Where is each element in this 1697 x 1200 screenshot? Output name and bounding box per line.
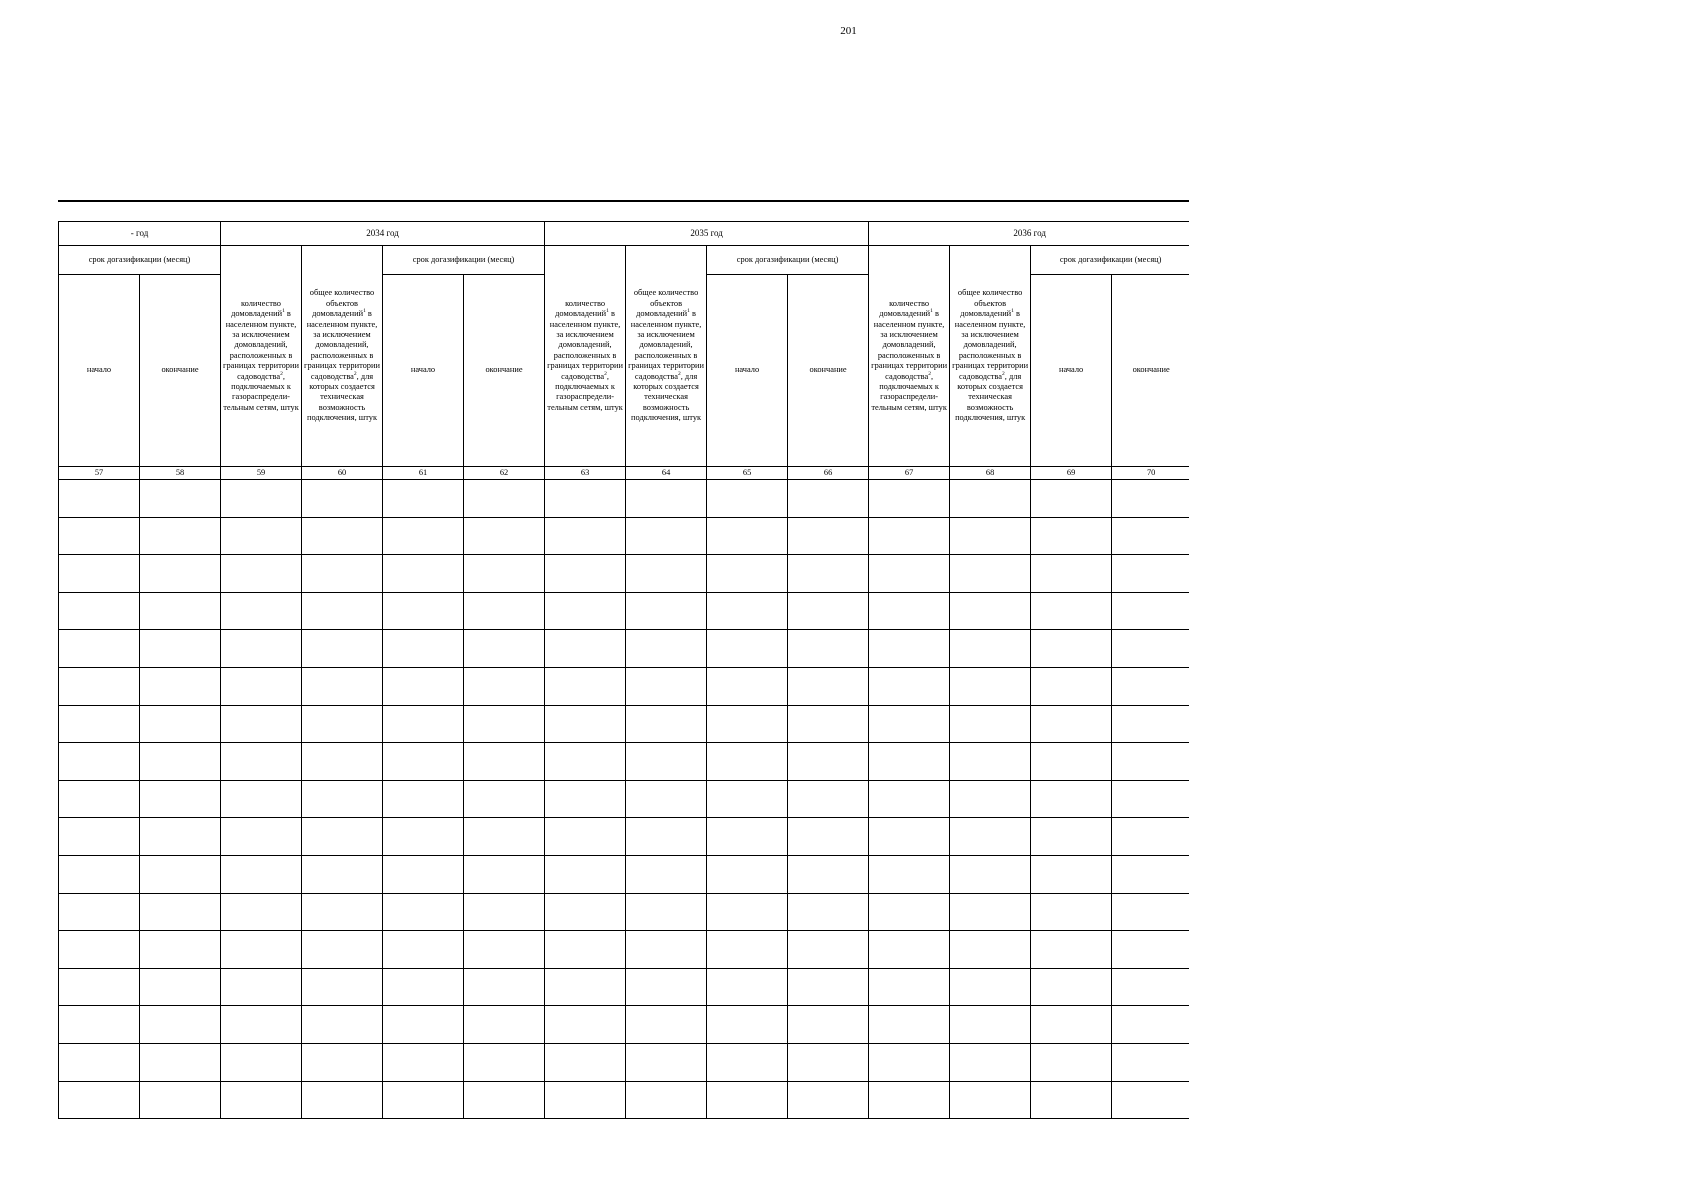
table-cell (140, 743, 221, 781)
table-cell (950, 517, 1031, 555)
table-cell (626, 818, 707, 856)
table-cell (140, 968, 221, 1006)
table-cell (464, 592, 545, 630)
table-cell (626, 968, 707, 1006)
table-cell (1031, 592, 1112, 630)
table-cell (950, 480, 1031, 518)
start-header: начало (59, 275, 140, 467)
table-cell (221, 1043, 302, 1081)
table-cell (464, 931, 545, 969)
table-cell (788, 1043, 869, 1081)
table-cell (869, 855, 950, 893)
table-cell (464, 780, 545, 818)
year-header-2035: 2035 год (545, 222, 869, 246)
table-cell (788, 555, 869, 593)
table-cell (140, 667, 221, 705)
table-cell (707, 667, 788, 705)
table-cell (545, 592, 626, 630)
column-number: 61 (383, 467, 464, 480)
table-cell (221, 780, 302, 818)
table-cell (59, 931, 140, 969)
table-cell (869, 743, 950, 781)
table-cell (788, 705, 869, 743)
table-cell (869, 1081, 950, 1119)
table-cell (383, 1043, 464, 1081)
table-cell (788, 931, 869, 969)
table-cell (302, 592, 383, 630)
table-cell (383, 517, 464, 555)
table-cell (59, 855, 140, 893)
table-cell (59, 743, 140, 781)
table-cell (626, 780, 707, 818)
table-cell (707, 517, 788, 555)
table-cell (950, 818, 1031, 856)
table-cell (1112, 480, 1189, 518)
table-row (59, 667, 1190, 705)
subheader-row (59, 246, 1190, 275)
column-number: 64 (626, 467, 707, 480)
start-header: начало (383, 275, 464, 467)
year-header-2033-continued: - год (59, 222, 221, 246)
column-number: 70 (1112, 467, 1189, 480)
table-cell (707, 818, 788, 856)
table-cell (1031, 931, 1112, 969)
table-cell (383, 555, 464, 593)
column-number: 69 (1031, 467, 1112, 480)
table-cell (545, 855, 626, 893)
table-cell (869, 1043, 950, 1081)
table-cell (545, 480, 626, 518)
table-cell (545, 1006, 626, 1044)
table-cell (869, 592, 950, 630)
table-cell (221, 630, 302, 668)
table-cell (545, 630, 626, 668)
table-cell (1112, 1006, 1189, 1044)
table-cell (788, 517, 869, 555)
table-cell (950, 555, 1031, 593)
table-cell (59, 893, 140, 931)
table-row (59, 1081, 1190, 1119)
table-cell (383, 931, 464, 969)
table-cell (707, 780, 788, 818)
column-number: 65 (707, 467, 788, 480)
column-number: 60 (302, 467, 383, 480)
table-cell (1031, 818, 1112, 856)
table-cell (950, 893, 1031, 931)
table-cell (383, 968, 464, 1006)
table-row (59, 630, 1190, 668)
column-number: 59 (221, 467, 302, 480)
table-cell (302, 968, 383, 1006)
table-cell (545, 1081, 626, 1119)
table-cell (707, 592, 788, 630)
table-row (59, 855, 1190, 893)
table-cell (1112, 931, 1189, 969)
table-cell (869, 480, 950, 518)
households-count-header: количество домовладений$^1$ в населенном пункте, за исключением домовладений, расположенных в границах территории садоводства$^2$, подключаемых к газораспредели-тельным сетям, штук (221, 246, 302, 467)
table-cell (464, 855, 545, 893)
table-cell (464, 818, 545, 856)
table-cell (302, 517, 383, 555)
table-cell (707, 555, 788, 593)
table-cell (140, 893, 221, 931)
table-cell (140, 592, 221, 630)
table-cell (1031, 1081, 1112, 1119)
term-header: срок догазификации (месяц) (707, 246, 869, 275)
table-cell (383, 630, 464, 668)
table-cell (545, 667, 626, 705)
table-cell (1031, 705, 1112, 743)
table-cell (302, 705, 383, 743)
table-cell (1031, 893, 1112, 931)
table-cell (464, 480, 545, 518)
objects-count-header: общее количество объектов домовладений$^1$ в населенном пункте, за исключением домовладений, расположенных в границах территории садоводства$^2$, для которых создается техническая возможность подключения, штук (302, 246, 383, 467)
table-cell (950, 667, 1031, 705)
table-row (59, 743, 1190, 781)
table-cell (869, 517, 950, 555)
table-cell (221, 1081, 302, 1119)
table-cell (59, 1081, 140, 1119)
term-header: срок догазификации (месяц) (383, 246, 545, 275)
column-number: 66 (788, 467, 869, 480)
table-row (59, 1006, 1190, 1044)
table-cell (545, 931, 626, 969)
column-number: 67 (869, 467, 950, 480)
table-row (59, 968, 1190, 1006)
table-cell (788, 818, 869, 856)
table-cell (302, 818, 383, 856)
table-cell (950, 743, 1031, 781)
table-cell (221, 480, 302, 518)
table-cell (302, 1081, 383, 1119)
table-cell (1031, 667, 1112, 705)
table-cell (788, 480, 869, 518)
table-cell (383, 480, 464, 518)
table-cell (626, 705, 707, 743)
table-cell (1031, 517, 1112, 555)
table-cell (140, 630, 221, 668)
year-header-2036: 2036 год (869, 222, 1189, 246)
year-header-row (59, 222, 1190, 246)
end-header: окончание (464, 275, 545, 467)
table-row (59, 818, 1190, 856)
table-cell (869, 555, 950, 593)
year-header-2034: 2034 год (221, 222, 545, 246)
page-number: 201 (840, 25, 857, 37)
table-cell (383, 667, 464, 705)
table-cell (383, 1006, 464, 1044)
table-cell (221, 893, 302, 931)
table-cell (221, 931, 302, 969)
table-cell (59, 480, 140, 518)
table-cell (140, 1081, 221, 1119)
table-cell (1112, 1081, 1189, 1119)
table-cell (707, 855, 788, 893)
table-cell (950, 630, 1031, 668)
table-cell (1031, 743, 1112, 781)
table-cell (626, 743, 707, 781)
table-cell (383, 592, 464, 630)
table-cell (464, 968, 545, 1006)
end-header: окончание (1112, 275, 1189, 467)
table-cell (1112, 855, 1189, 893)
table-cell (707, 705, 788, 743)
table-cell (626, 630, 707, 668)
table-cell (626, 555, 707, 593)
households-count-header: количество домовладений$^1$ в населенном пункте, за исключением домовладений, расположенных в границах территории садоводства$^2$, подключаемых к газораспредели-тельным сетям, штук (869, 246, 950, 467)
table-cell (950, 592, 1031, 630)
table-cell (950, 1043, 1031, 1081)
table-row (59, 780, 1190, 818)
table-cell (1031, 1006, 1112, 1044)
table-wrapper (58, 221, 1189, 1119)
table-cell (140, 1006, 221, 1044)
table-cell (707, 630, 788, 668)
table-row (59, 705, 1190, 743)
table-cell (302, 630, 383, 668)
table-cell (464, 1081, 545, 1119)
table-cell (140, 855, 221, 893)
table-cell (545, 818, 626, 856)
table-cell (140, 780, 221, 818)
column-number: 63 (545, 467, 626, 480)
column-number-row (59, 467, 1190, 480)
households-count-header: количество домовладений$^1$ в населенном пункте, за исключением домовладений, расположенных в границах территории садоводства$^2$, подключаемых к газораспредели-тельным сетям, штук (545, 246, 626, 467)
table-cell (464, 517, 545, 555)
table-cell (545, 555, 626, 593)
table-cell (707, 968, 788, 1006)
table-cell (626, 480, 707, 518)
table-cell (302, 667, 383, 705)
table-cell (302, 743, 383, 781)
table-cell (140, 555, 221, 593)
table-cell (140, 705, 221, 743)
table-cell (788, 893, 869, 931)
table-cell (59, 780, 140, 818)
table-cell (545, 1043, 626, 1081)
table-cell (59, 1006, 140, 1044)
table-cell (302, 1006, 383, 1044)
table-cell (707, 931, 788, 969)
table-cell (464, 893, 545, 931)
column-number: 68 (950, 467, 1031, 480)
table-row (59, 592, 1190, 630)
table-cell (788, 968, 869, 1006)
table-cell (626, 517, 707, 555)
table-cell (950, 780, 1031, 818)
table-cell (1112, 555, 1189, 593)
table-cell (221, 743, 302, 781)
table-cell (788, 1081, 869, 1119)
table-cell (302, 855, 383, 893)
table-cell (59, 555, 140, 593)
table-cell (464, 667, 545, 705)
table-cell (707, 743, 788, 781)
column-number: 62 (464, 467, 545, 480)
table-cell (950, 1006, 1031, 1044)
table-cell (1112, 893, 1189, 931)
table-cell (788, 743, 869, 781)
table-cell (1112, 592, 1189, 630)
table-cell (59, 517, 140, 555)
term-header: срок догазификации (месяц) (1031, 246, 1189, 275)
table-cell (626, 1081, 707, 1119)
table-cell (59, 667, 140, 705)
table-cell (626, 592, 707, 630)
table-cell (464, 1043, 545, 1081)
table-cell (140, 818, 221, 856)
table-cell (1112, 1043, 1189, 1081)
table-cell (1031, 968, 1112, 1006)
table-cell (302, 931, 383, 969)
table-cell (383, 1081, 464, 1119)
table-cell (1031, 480, 1112, 518)
table-cell (950, 931, 1031, 969)
table-cell (464, 743, 545, 781)
table-cell (59, 705, 140, 743)
table-cell (1112, 968, 1189, 1006)
table-cell (464, 705, 545, 743)
table-cell (788, 592, 869, 630)
table-cell (1031, 1043, 1112, 1081)
table-cell (869, 667, 950, 705)
start-header: начало (1031, 275, 1112, 467)
objects-count-header: общее количество объектов домовладений$^1$ в населенном пункте, за исключением домовладений, расположенных в границах территории садоводства$^2$, для которых создается техническая возможность подключения, штук (626, 246, 707, 467)
table-row (59, 480, 1190, 518)
table-cell (59, 1043, 140, 1081)
table-row (59, 893, 1190, 931)
end-header: окончание (788, 275, 869, 467)
objects-count-header: общее количество объектов домовладений$^1$ в населенном пункте, за исключением домовладений, расположенных в границах территории садоводства$^2$, для которых создается техническая возможность подключения, штук (950, 246, 1031, 467)
table-cell (707, 480, 788, 518)
table-cell (221, 705, 302, 743)
table-cell (221, 667, 302, 705)
table-cell (140, 931, 221, 969)
table-cell (1112, 630, 1189, 668)
table-cell (221, 818, 302, 856)
table-cell (626, 893, 707, 931)
table-cell (869, 893, 950, 931)
table-cell (950, 855, 1031, 893)
table-cell (464, 555, 545, 593)
table-cell (140, 517, 221, 555)
table-cell (788, 667, 869, 705)
table-cell (626, 667, 707, 705)
table-cell (707, 1043, 788, 1081)
gasification-table (58, 221, 1189, 1119)
table-cell (545, 893, 626, 931)
table-cell (59, 592, 140, 630)
table-cell (221, 592, 302, 630)
table-cell (59, 818, 140, 856)
top-rule (58, 200, 1189, 202)
table-cell (59, 630, 140, 668)
table-cell (302, 480, 383, 518)
table-cell (1031, 855, 1112, 893)
table-cell (464, 1006, 545, 1044)
table-cell (707, 1006, 788, 1044)
table-cell (302, 555, 383, 593)
end-header: окончание (140, 275, 221, 467)
table-cell (1031, 780, 1112, 818)
table-cell (869, 818, 950, 856)
term-header: срок догазификации (месяц) (59, 246, 221, 275)
table-cell (788, 855, 869, 893)
table-cell (626, 1043, 707, 1081)
table-row (59, 1043, 1190, 1081)
table-cell (869, 931, 950, 969)
table-cell (383, 855, 464, 893)
table-row (59, 931, 1190, 969)
table-cell (869, 630, 950, 668)
table-cell (626, 855, 707, 893)
table-cell (302, 1043, 383, 1081)
table-cell (140, 480, 221, 518)
table-cell (869, 705, 950, 743)
start-header: начало (707, 275, 788, 467)
table-cell (1112, 743, 1189, 781)
table-cell (221, 1006, 302, 1044)
table-cell (950, 705, 1031, 743)
table-cell (383, 893, 464, 931)
table-cell (1112, 818, 1189, 856)
table-cell (302, 780, 383, 818)
column-number: 58 (140, 467, 221, 480)
table-cell (950, 1081, 1031, 1119)
table-cell (1112, 517, 1189, 555)
table-cell (545, 705, 626, 743)
table-cell (1031, 555, 1112, 593)
table-cell (545, 743, 626, 781)
table-cell (788, 630, 869, 668)
table-row (59, 555, 1190, 593)
table-cell (545, 517, 626, 555)
table-cell (140, 1043, 221, 1081)
table-cell (221, 855, 302, 893)
table-cell (221, 968, 302, 1006)
table-cell (869, 1006, 950, 1044)
table-cell (59, 968, 140, 1006)
table-cell (383, 780, 464, 818)
table-cell (1112, 780, 1189, 818)
table-cell (626, 1006, 707, 1044)
table-row (59, 517, 1190, 555)
table-cell (383, 818, 464, 856)
table-cell (1112, 667, 1189, 705)
table-cell (383, 705, 464, 743)
table-cell (221, 517, 302, 555)
table-cell (707, 1081, 788, 1119)
table-cell (464, 630, 545, 668)
table-cell (1031, 630, 1112, 668)
table-cell (1112, 705, 1189, 743)
table-cell (383, 743, 464, 781)
table-cell (788, 1006, 869, 1044)
table-cell (545, 780, 626, 818)
table-cell (788, 780, 869, 818)
table-cell (626, 931, 707, 969)
column-number: 57 (59, 467, 140, 480)
table-cell (950, 968, 1031, 1006)
table-cell (302, 893, 383, 931)
table-cell (545, 968, 626, 1006)
table-cell (869, 780, 950, 818)
table-cell (221, 555, 302, 593)
table-cell (707, 893, 788, 931)
table-cell (869, 968, 950, 1006)
